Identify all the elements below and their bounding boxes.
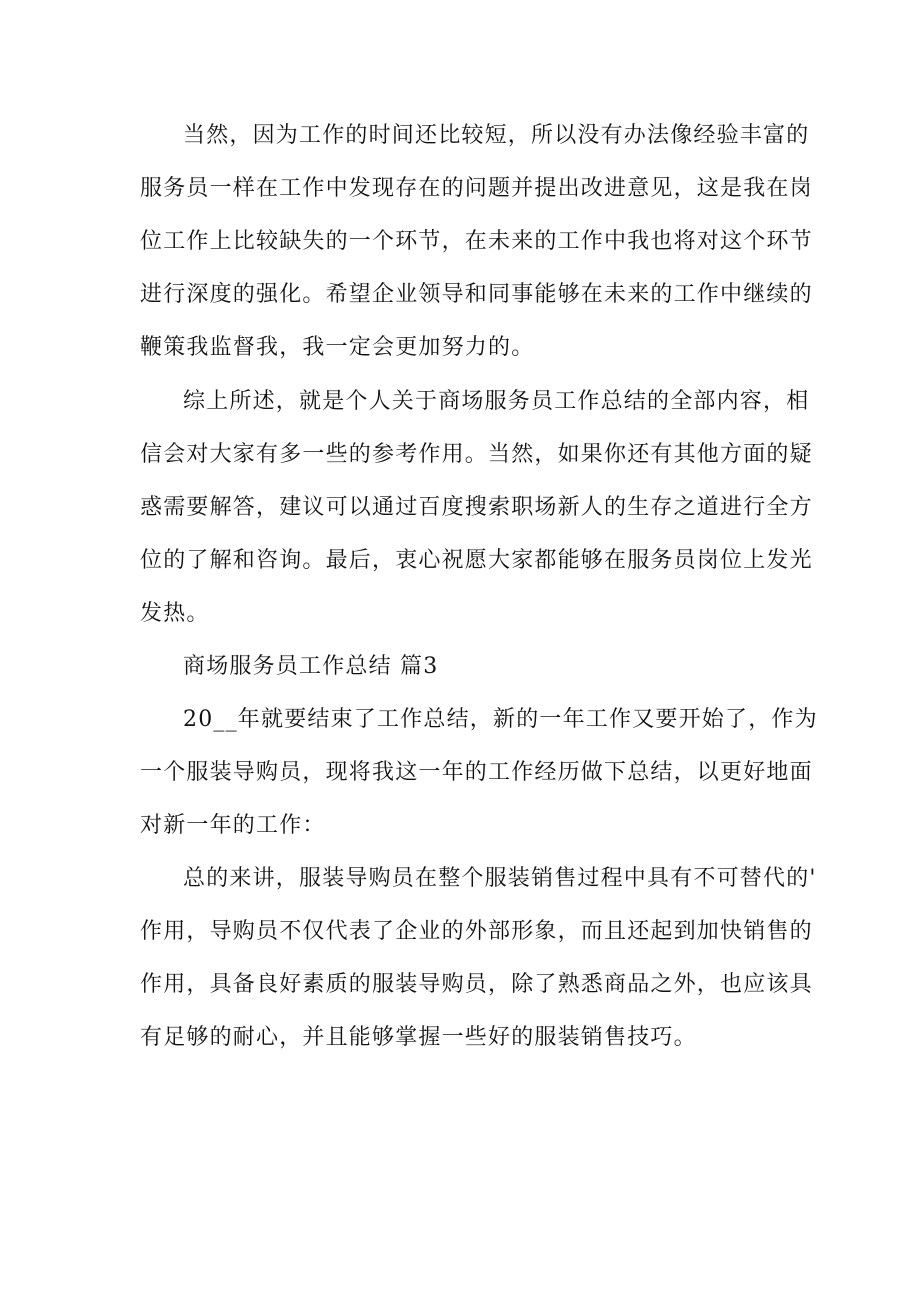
paragraph-line: 发热。	[140, 601, 210, 626]
section-heading: 商场服务员工作总结 篇3	[183, 654, 439, 679]
paragraph-line: 位工作上比较缺失的一个环节，在未来的工作中我也将对这个环节	[140, 229, 813, 254]
paragraph-line: 有足够的耐心，并且能够掌握一些好的服装销售技巧。	[140, 1025, 697, 1050]
paragraph-line: 当然，因为工作的时间还比较短，所以没有办法像经验丰富的	[183, 123, 810, 148]
paragraph-line: 20__年就要结束了工作总结，新的一年工作又要开始了，作为	[183, 707, 818, 732]
paragraph-line: 信会对大家有多一些的参考作用。当然，如果你还有其他方面的疑	[140, 442, 813, 467]
paragraph-line: 对新一年的工作：	[140, 813, 326, 838]
paragraph-line: 进行深度的强化。希望企业领导和同事能够在未来的工作中继续的	[140, 282, 813, 307]
paragraph-line: 综上所述，就是个人关于商场服务员工作总结的全部内容，相	[183, 389, 810, 414]
paragraph-line: 惑需要解答，建议可以通过百度搜索职场新人的生存之道进行全方	[140, 495, 813, 520]
paragraph-line: 总的来讲，服装导购员在整个服装销售过程中具有不可替代的'	[183, 866, 817, 891]
paragraph-line: 作用，导购员不仅代表了企业的外部形象，而且还起到加快销售的	[140, 919, 813, 944]
paragraph-line: 作用，具备良好素质的服装导购员，除了熟悉商品之外，也应该具	[140, 972, 813, 997]
paragraph-line: 鞭策我监督我，我一定会更加努力的。	[140, 335, 535, 360]
paragraph-line: 一个服装导购员，现将我这一年的工作经历做下总结，以更好地面	[140, 760, 813, 785]
paragraph-line: 位的了解和咨询。最后，衷心祝愿大家都能够在服务员岗位上发光	[140, 548, 813, 573]
paragraph-line: 服务员一样在工作中发现存在的问题并提出改进意见，这是我在岗	[140, 176, 813, 201]
